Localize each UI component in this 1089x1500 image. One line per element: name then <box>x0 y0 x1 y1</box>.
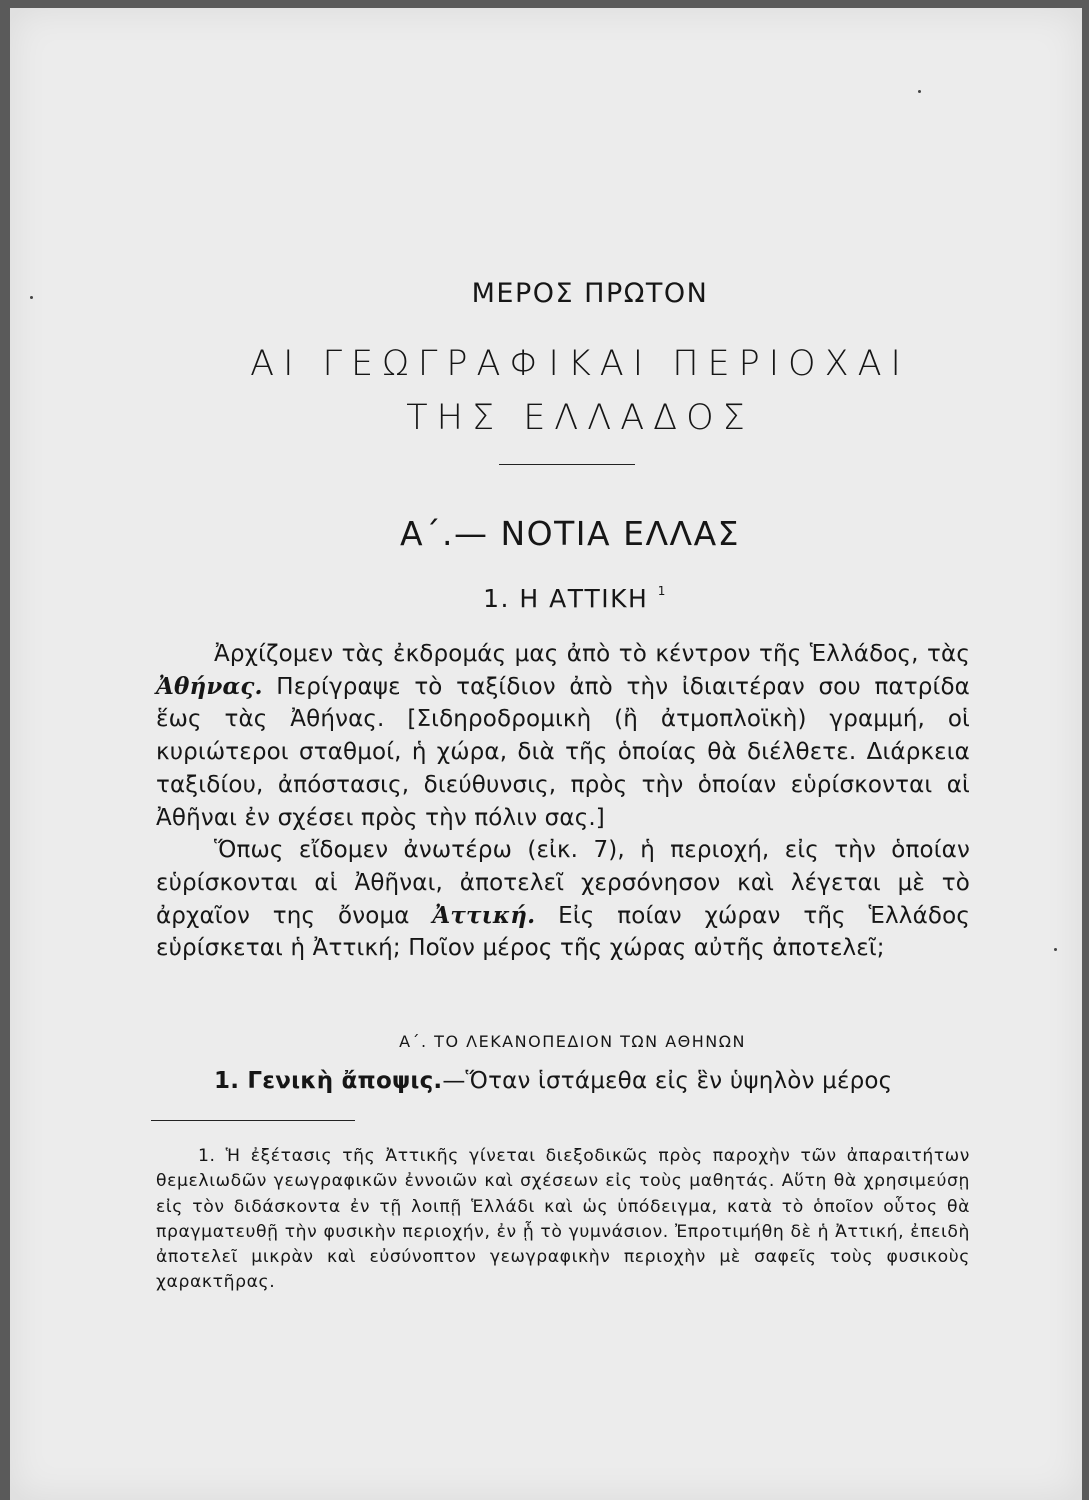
main-title-line2: ΤΗΣ ΕΛΛΑΔΟΣ <box>406 398 754 438</box>
keyword-attica: Ἀττική. <box>432 901 536 929</box>
paragraph-2-text-a: Ὅπως εἴδομεν ἀνωτέρω (εἰκ. 7), ἡ περιοχή, εἰς τὴν ὁποίαν εὑρίσκονται αἱ Ἀθῆναι, ἀποτελεῖ χερσόνησον καὶ λέγεται μὲ τὸ ἀρχαῖον της ὄνομα <box>156 837 970 929</box>
section-title: Α΄.— ΝΟΤΙΑ ΕΛΛΑΣ <box>399 514 741 553</box>
main-title-line1: ΑΙ ΓΕΩΓΡΑΦΙΚΑΙ ΠΕΡΙΟΧΑΙ <box>250 344 910 384</box>
footnote-divider <box>151 1120 355 1121</box>
footnote-marker: 1 <box>657 584 667 598</box>
paragraph-1-text-b: Περίγραψε τὸ ταξίδιον ἀπὸ τὴν ἰδιαιτέραν σου πατρίδα ἕως τὰς Ἀθήνας. [Σιδηροδρομικὴ (ἢ ἀτμοπλοϊκὴ) γραμμή, οἱ κυριώτεροι σταθμοί, ἡ χώρα, διὰ τῆς ὁποίας θὰ διέλθετε. Διάρκεια ταξιδίου, ἀπόστασις, διεύθυνσις, πρὸς τὴν ὁποίαν εὑρίσκονται αἱ Ἀθῆναι ἐν σχέσει πρὸς τὴν πόλιν σας.] <box>156 673 970 831</box>
keyword-athens: Ἀθήνας. <box>156 672 263 700</box>
article-start <box>156 1068 970 1094</box>
subsection-title: Α΄. ΤΟ ΛΕΚΑΝΟΠΕΔΙΟΝ ΤΩΝ ΑΘΗΝΩΝ <box>399 1032 746 1051</box>
part-title: ΜΕΡΟΣ ΠΡΩΤΟΝ <box>471 278 709 309</box>
footnote <box>156 1144 970 1296</box>
paragraph-2-text-b: Εἰς ποίαν χώραν τῆς Ἑλλάδος εὑρίσκεται ἡ Ἀττική; Ποῖον μέρος τῆς χώρας αὐτῆς ἀποτελεῖ; <box>156 902 970 962</box>
body-text <box>156 638 970 965</box>
footnote-text: 1. Ἡ ἐξέτασις τῆς Ἀττικῆς γίνεται διεξοδικῶς πρὸς παροχὴν τῶν ἀπαραιτήτων θεμελιωδῶν γεωγραφικῶν ἐννοιῶν καὶ σχέσεων εἰς τοὺς μαθητάς. Αὕτη θὰ χρησιμεύσῃ εἰς τὸν διδάσκοντα ἐν τῇ λοιπῇ Ἑλλάδι καὶ ὡς ὑπόδειγμα, κατὰ τὸ ὁποῖον οὗτος θὰ πραγματευθῇ τὴν φυσικὴν περιοχήν, ἐν ᾗ τὸ γυμνάσιον. Ἐπροτιμήθη δὲ ἡ Ἀττική, ἐπειδὴ ἀποτελεῖ μικρὰν καὶ εὐσύνοπτον γεωγραφικὴν περιοχὴν μὲ σαφεῖς τοὺς φυσικοὺς χαρακτῆρας. <box>156 1146 970 1293</box>
paragraph-1-text-a: Ἀρχίζομεν τὰς ἐκδρομάς μας ἀπὸ τὸ κέντρον τῆς Ἑλλάδος, τὰς <box>214 641 970 667</box>
article-heading: 1. Γενικὴ ἄποψις. <box>214 1068 443 1094</box>
book-page <box>10 8 1082 1500</box>
scan-speck <box>918 90 921 93</box>
scan-speck <box>30 296 33 299</box>
scan-speck <box>1054 948 1057 951</box>
article-text: —Ὅταν ἱστάμεθα εἰς ἓν ὑψηλὸν μέρος <box>442 1068 893 1094</box>
title-divider <box>499 464 635 465</box>
paragraph-1 <box>156 638 970 834</box>
chapter-title-text: 1. Η ΑΤΤΙΚΗ <box>483 584 649 613</box>
paragraph-2 <box>156 834 970 965</box>
chapter-title <box>10 584 1089 613</box>
